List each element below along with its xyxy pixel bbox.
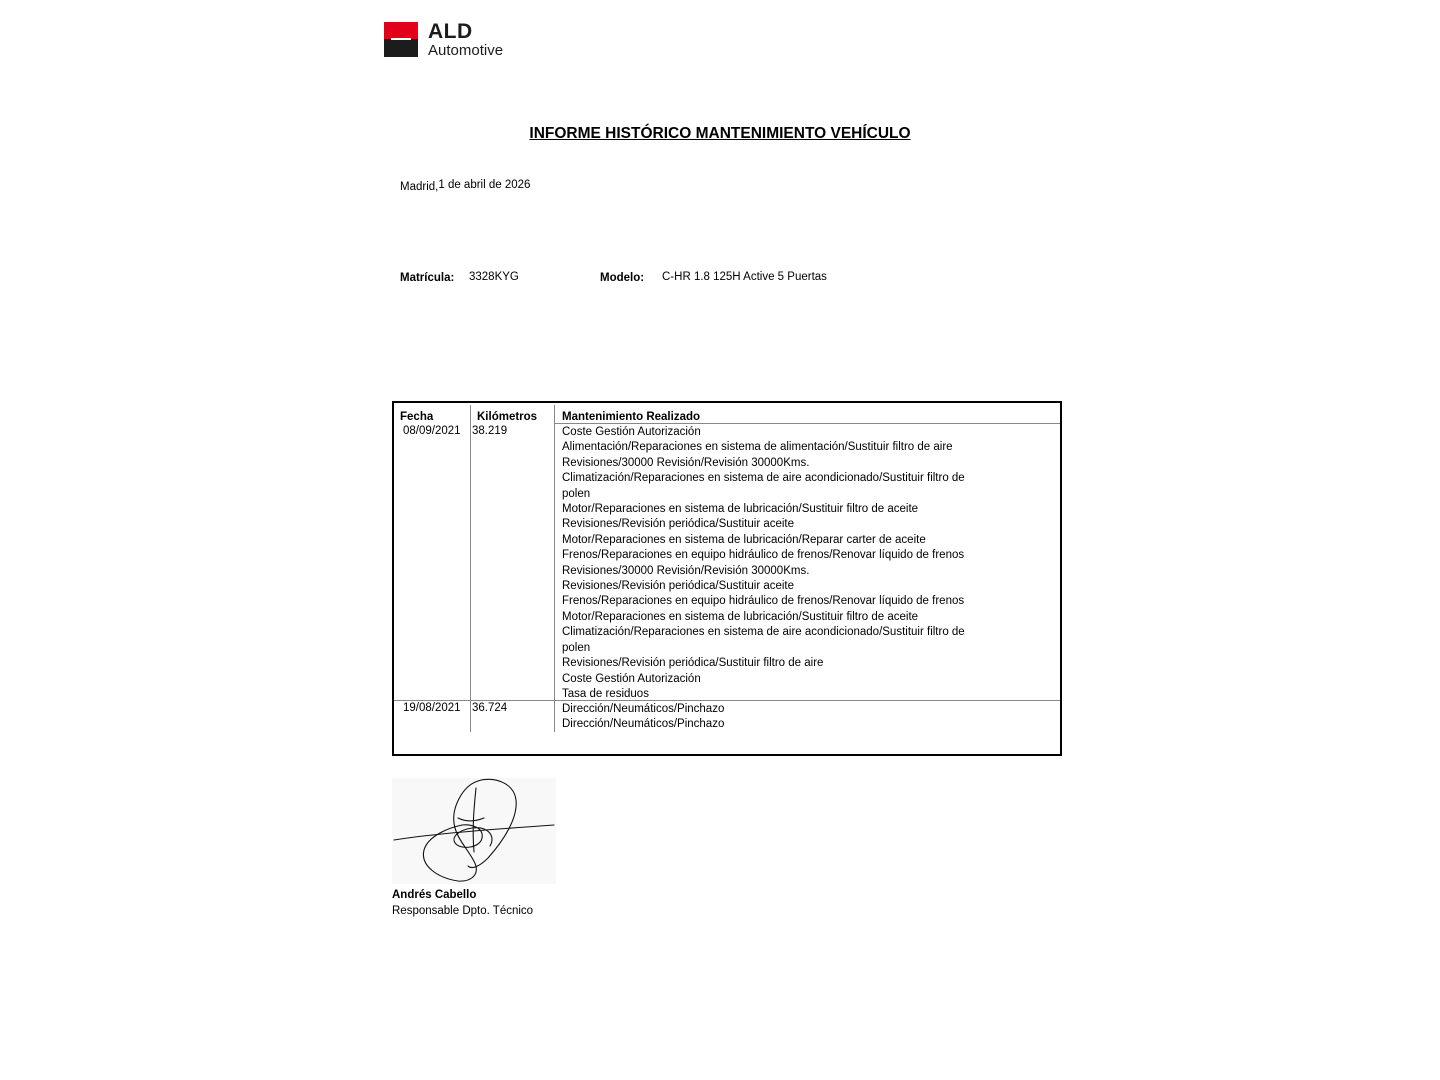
- logo-brand: ALD: [428, 20, 473, 43]
- maintenance-line: Frenos/Reparaciones en equipo hidráulico de frenos/Renovar líquido de frenos: [562, 595, 965, 608]
- maintenance-line: Dirección/Neumáticos/Pinchazo: [562, 718, 725, 731]
- maintenance-line: Dirección/Neumáticos/Pinchazo: [562, 703, 725, 715]
- column-divider: [554, 405, 555, 732]
- signature-image: [392, 778, 556, 884]
- maintenance-line: Coste Gestión Autorización: [562, 672, 701, 685]
- maintenance-line: Alimentación/Reparaciones en sistema de alimentación/Sustituir filtro de aire: [562, 441, 953, 454]
- model-value: C-HR 1.8 125H Active 5 Puertas: [662, 271, 827, 283]
- maintenance-line: Climatización/Reparaciones en sistema de aire acondicionado/Sustituir filtro de: [562, 472, 965, 485]
- row-km: 36.724: [472, 702, 508, 714]
- maintenance-line: Revisiones/30000 Revisión/Revisión 30000Kms.: [562, 456, 810, 469]
- date: 1 de abril de 2026: [438, 179, 531, 191]
- row-maintenance: [562, 425, 965, 702]
- maintenance-line: Motor/Reparaciones en sistema de lubricación/Sustituir filtro de aceite: [562, 610, 919, 623]
- row-km: 38.219: [472, 425, 508, 437]
- row-date: 19/08/2021: [403, 702, 461, 714]
- column-divider: [470, 405, 471, 732]
- maintenance-line: Revisiones/Revisión periódica/Sustituir aceite: [562, 518, 795, 531]
- logo-sub: Automotive: [428, 42, 504, 59]
- maintenance-line: Coste Gestión Autorización: [562, 426, 701, 438]
- signer-name: Andrés Cabello: [392, 889, 477, 901]
- signature-icon: [392, 778, 556, 884]
- signer-role: Responsable Dpto. Técnico: [392, 905, 534, 917]
- maintenance-line: Revisiones/30000 Revisión/Revisión 30000Kms.: [562, 564, 810, 577]
- header-maintenance: Mantenimiento Realizado: [562, 411, 701, 423]
- maintenance-line: Revisiones/Revisión periódica/Sustituir aceite: [562, 580, 795, 593]
- maintenance-line: polen: [562, 487, 591, 500]
- maintenance-line: Frenos/Reparaciones en equipo hidráulico de frenos/Renovar líquido de frenos: [562, 549, 965, 562]
- ald-logo: [384, 22, 514, 60]
- header-divider: [554, 423, 1060, 424]
- maintenance-line: polen: [562, 641, 591, 654]
- header-date: Fecha: [400, 411, 434, 423]
- row-date: 08/09/2021: [403, 425, 461, 437]
- maintenance-line: Motor/Reparaciones en sistema de lubricación/Sustituir filtro de aceite: [562, 503, 919, 516]
- maintenance-line: Climatización/Reparaciones en sistema de aire acondicionado/Sustituir filtro de: [562, 626, 965, 639]
- logo-mark-icon: [384, 22, 418, 57]
- maintenance-line: Revisiones/Revisión periódica/Sustituir filtro de aire: [562, 657, 824, 670]
- header-km: Kilómetros: [477, 411, 538, 423]
- place-date: [400, 179, 530, 191]
- model-label: Modelo:: [600, 272, 645, 284]
- place: Madrid,: [400, 181, 439, 193]
- maintenance-table: [392, 401, 1062, 756]
- maintenance-line: Motor/Reparaciones en sistema de lubricación/Reparar carter de aceite: [562, 533, 926, 546]
- document-title: INFORME HISTÓRICO MANTENIMIENTO VEHÍCULO: [529, 125, 911, 142]
- plate-label: Matrícula:: [400, 272, 455, 284]
- row-maintenance: [562, 702, 724, 733]
- plate-value: 3328KYG: [469, 271, 519, 283]
- maintenance-line: Tasa de residuos: [562, 687, 649, 700]
